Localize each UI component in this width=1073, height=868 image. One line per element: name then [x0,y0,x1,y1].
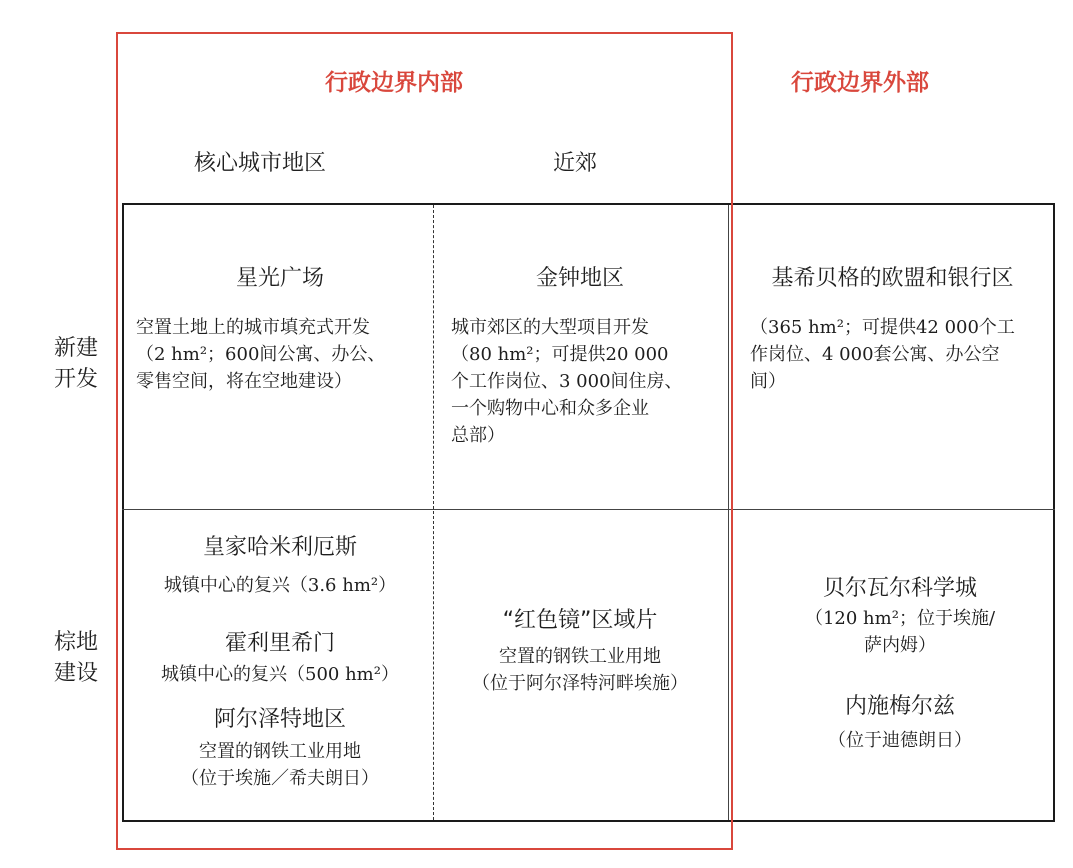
project-name-red-mirror: “红色镜”区域片 [502,608,658,633]
project-name-hollerich-gate: 霍利里希门 [224,631,335,656]
project-name-royal-hamilius: 皇家哈米利厄斯 [202,535,357,560]
project-desc-red-mirror: 空置的钢铁工业用地 （位于阿尔泽特河畔埃施） [472,646,688,694]
project-desc-royal-hamilius: 城镇中心的复兴（3.6 hm²） [163,575,397,596]
region-header-inside: 行政边界内部 [325,70,463,96]
project-desc-belval-science-city: （120 hm²；位于埃施/ 萨内姆） [804,608,996,656]
project-name-neischmelz: 内施梅尔兹 [844,694,955,719]
project-desc-kirchberg: （365 hm²；可提供42 000个工 作岗位、4 000套公寓、办公空 间） [750,317,1015,392]
project-desc-neischmelz: （位于迪德朗日） [828,730,972,751]
project-name-alzette-area: 阿尔泽特地区 [213,707,346,732]
project-name-belval-science-city: 贝尔瓦尔科学城 [822,576,977,601]
column-header-suburb: 近郊 [552,151,597,176]
project-desc-star-plaza: 空置土地上的城市填充式开发 （2 hm²；600间公寓、办公、 零售空间，将在空地建设） [136,317,386,392]
project-desc-golden-bell: 城市郊区的大型项目开发 （80 hm²；可提供20 000 个工作岗位、3 000间住房、 一个购物中心和众多企业 总部） [451,317,683,446]
project-desc-hollerich-gate: 城镇中心的复兴（500 hm²） [161,664,399,685]
project-name-kirchberg: 基希贝格的欧盟和银行区 [771,266,1014,291]
project-name-star-plaza: 星光广场 [235,266,324,291]
column-header-core: 核心城市地区 [193,151,326,176]
project-name-golden-bell: 金钟地区 [535,266,624,291]
project-desc-alzette-area: 空置的钢铁工业用地 （位于埃施／希夫朗日） [181,741,379,789]
region-header-outside: 行政边界外部 [791,70,929,96]
row-header-new-development: 新建 开发 [53,336,98,392]
row-header-brownfield: 棕地 建设 [53,630,98,686]
